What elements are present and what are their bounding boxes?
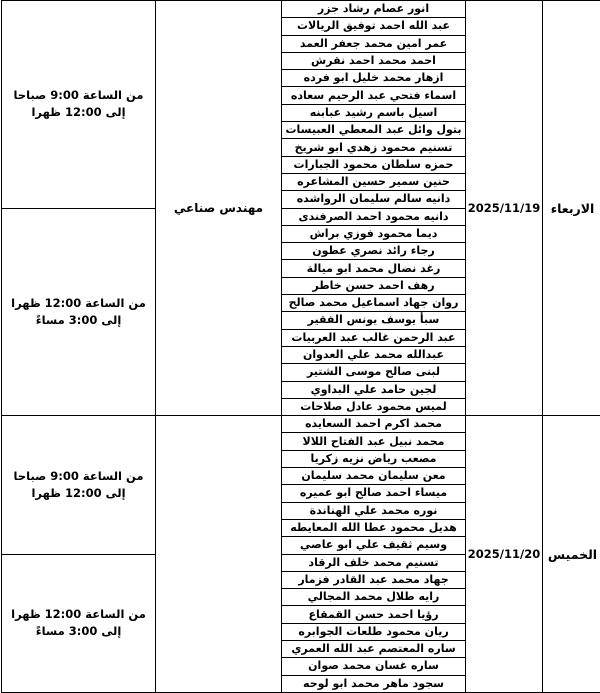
time-end-label: إلى 3:00 مساءً <box>2 312 155 329</box>
time-start-label: من الساعة 12:00 ظهرا <box>2 606 155 623</box>
time-slot-cell <box>2 1 156 209</box>
major-cell: مهندس صناعي <box>156 1 282 416</box>
student-name-cell: اسيل باسم رشيد عبابنه <box>282 104 466 121</box>
schedule-body <box>2 1 600 693</box>
day-cell: الخميس <box>543 416 600 693</box>
major-cell-empty <box>156 416 282 693</box>
student-name-cell: حمزه سلطان محمود الجبارات <box>282 156 466 173</box>
day-cell: الاربعاء <box>543 1 600 416</box>
date-cell: 2025/11/20 <box>466 416 543 693</box>
student-name-cell: اسماء فتحي عبد الرحيم سعاده <box>282 87 466 104</box>
student-name-cell: رهف احمد حسن خاطر <box>282 277 466 294</box>
student-name-cell: ازهار محمد خليل ابو فرده <box>282 70 466 87</box>
time-end-label: إلى 3:00 مساءً <box>2 623 155 640</box>
student-name-cell: لميس محمود عادل صلاحات <box>282 398 466 415</box>
student-name-cell: ساره المعتصم عبد الله العمري <box>282 640 466 657</box>
student-name-cell: ريان محمود طلعات الجوابره <box>282 623 466 640</box>
student-name-cell: عبدالله محمد علي العدوان <box>282 346 466 363</box>
student-name-cell: هديل محمود عطا الله المعايطه <box>282 519 466 536</box>
student-name-cell: رؤيا احمد حسن القمقاع <box>282 606 466 623</box>
time-slot-cell <box>2 416 156 554</box>
time-end-label: إلى 12:00 ظهرا <box>2 104 155 121</box>
student-name-cell: دانيه محمود احمد الصرفندى <box>282 208 466 225</box>
student-name-cell: ديما محمود فوزي براش <box>282 225 466 242</box>
student-name-cell: عمر امين محمد جعفر العمد <box>282 35 466 52</box>
student-name-cell: عبد الله احمد توفيق الريالات <box>282 18 466 35</box>
table-row <box>2 416 600 433</box>
student-name-cell: مصعب رياض نزيه زكريا <box>282 450 466 467</box>
student-name-cell: احمد محمد احمد نقرش <box>282 52 466 69</box>
student-name-cell: سجود ماهر محمد ابو لوحه <box>282 675 466 692</box>
student-name-cell: وسيم ثقيف علي ابو عاصي <box>282 537 466 554</box>
student-name-cell: انور عصام رشاد جزر <box>282 1 466 18</box>
student-name-cell: نوره محمد علي الهناندة <box>282 502 466 519</box>
student-name-cell: معن سليمان محمد سليمان <box>282 468 466 485</box>
student-name-cell: سبأ يوسف يونس الفقير <box>282 312 466 329</box>
student-name-cell: تسنيم محمود زهدي ابو شريخ <box>282 139 466 156</box>
time-end-label: إلى 12:00 ظهرا <box>2 485 155 502</box>
student-name-cell: رايه طلال محمد المجالي <box>282 589 466 606</box>
student-name-cell: تسنيم محمد خلف الرقاد <box>282 554 466 571</box>
student-name-cell: لبنى صالح موسى الشتير <box>282 364 466 381</box>
student-name-cell: بتول وائل عبد المعطي العبيسات <box>282 122 466 139</box>
student-name-cell: جهاد محمد عبد القادر فزمار <box>282 571 466 588</box>
student-name-cell: دانيه سالم سليمان الرواشده <box>282 191 466 208</box>
student-name-cell: روان جهاد اسماعيل محمد صالح <box>282 295 466 312</box>
time-start-label: من الساعة 12:00 ظهرا <box>2 295 155 312</box>
student-name-cell: رجاء رائد نصري عطون <box>282 243 466 260</box>
student-name-cell: رغد نضال محمد ابو ميالة <box>282 260 466 277</box>
date-cell: 2025/11/19 <box>466 1 543 416</box>
time-slot-cell <box>2 208 156 416</box>
student-name-cell: محمد نبيل عبد الفتاح اللالا <box>282 433 466 450</box>
time-start-label: من الساعة 9:00 صباحا <box>2 468 155 485</box>
student-name-cell: عبد الرحمن غالب عبد العربيات <box>282 329 466 346</box>
student-name-cell: ميساء احمد صالح ابو عميره <box>282 485 466 502</box>
student-name-cell: حنين سمير حسين المشاعره <box>282 173 466 190</box>
table-row <box>2 1 600 18</box>
exam-schedule-table <box>1 0 600 693</box>
student-name-cell: لجين حامد علي البداوي <box>282 381 466 398</box>
student-name-cell: ساره غسان محمد صوان <box>282 658 466 675</box>
time-start-label: من الساعة 9:00 صباحا <box>2 87 155 104</box>
student-name-cell: محمد اكرم احمد السعايده <box>282 416 466 433</box>
